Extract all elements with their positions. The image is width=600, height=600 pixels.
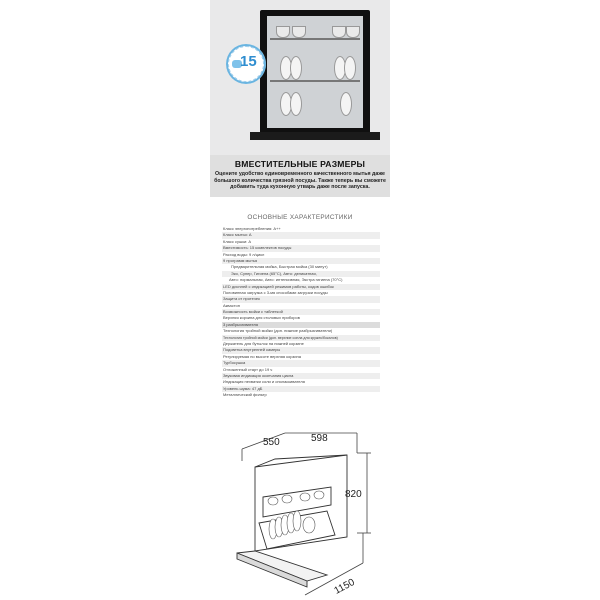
spec-row: Турбосушка [222, 360, 380, 366]
spec-row: Вместимость: 15 комплектов посуды [222, 245, 380, 251]
open-depth-label: 1150 [332, 577, 357, 597]
spec-row: Расход воды: 9 л/цикл [223, 251, 265, 257]
height-label: 820 [345, 489, 362, 500]
spec-row: Технология тройной мойки (доп. нижние разбрызгиватели) [223, 328, 333, 334]
spec-row: Регулируемая по высоте верхняя корзина [223, 353, 301, 359]
capacity-badge [226, 44, 266, 84]
door-edge [250, 132, 380, 140]
cup [332, 26, 346, 38]
spec-row: Защита от протечек [222, 296, 380, 302]
spec-row: 9 программ мытья [222, 258, 380, 264]
spec-row: Подсветка внутренней камеры [222, 347, 380, 353]
width-label: 598 [311, 433, 328, 444]
spec-row: Класс сушки: A [223, 238, 252, 244]
spec-row: Держатель для бутылок на нижней корзине [223, 341, 304, 347]
plate [344, 56, 356, 80]
product-photo [210, 0, 390, 155]
cup [346, 26, 360, 38]
spec-row: Авто: нормальная, Авто: интенсивная, Экстра гигиена (70°C) [229, 277, 343, 283]
spec-row: Звуковая индикация окончания цикла [222, 373, 380, 379]
spec-row: Эко, Супер, Гигиена (65°C), Авто: деликатная, [222, 271, 380, 277]
spec-row: LED дисплей с индикацией режимов работы, кодов ошибок [222, 284, 380, 290]
dimension-drawing [215, 425, 385, 600]
plate [340, 92, 352, 116]
spec-row: 3 разбрызгивателя [222, 322, 380, 328]
cup [276, 26, 290, 38]
badge-number: 15 [240, 53, 257, 70]
spec-row: Класс мытья: A [222, 232, 380, 238]
banner-text: Оцените удобство единовременного качественного мытья даже большого количества грязной посуды. Также теперь вы сможете добавить туда кухонную утварь даже после запуска. [214, 171, 386, 191]
spec-row: Уровень шума: 47 дБ [222, 386, 380, 392]
spec-row: Отложенный старт до 19 ч [223, 366, 273, 372]
spec-row: Возможность мойки с таблеткой [222, 309, 380, 315]
specs-title: ОСНОВНЫЕ ХАРАКТЕРИСТИКИ [247, 214, 353, 221]
banner-title: ВМЕСТИТЕЛЬНЫЕ РАЗМЕРЫ [234, 159, 366, 169]
spec-row: Металлический фильтр [223, 392, 267, 398]
lower-rack [270, 80, 360, 82]
depth-label: 550 [263, 437, 280, 448]
spec-row: Технология тройной мойки (доп. верхние сопла для кружек/бокалов) [222, 335, 380, 341]
spec-row: Половинная загрузка с 3-мя способами загрузки посуды [223, 289, 328, 295]
plate [290, 92, 302, 116]
spec-row: Верхняя корзина для столовых приборов [223, 315, 300, 321]
spec-row: Индикация нехватки соли и ополаскивателя [223, 379, 305, 385]
plate [290, 56, 302, 80]
feature-banner [210, 155, 390, 197]
upper-rack [270, 38, 360, 40]
spec-row: Класс энергопотребления: A++ [223, 226, 281, 231]
cup [292, 26, 306, 38]
specs-table [222, 226, 380, 399]
spec-row: Аквастоп [223, 302, 240, 308]
spec-row: Предварительная мойка, Быстрая мойка (30 минут) [231, 264, 328, 270]
